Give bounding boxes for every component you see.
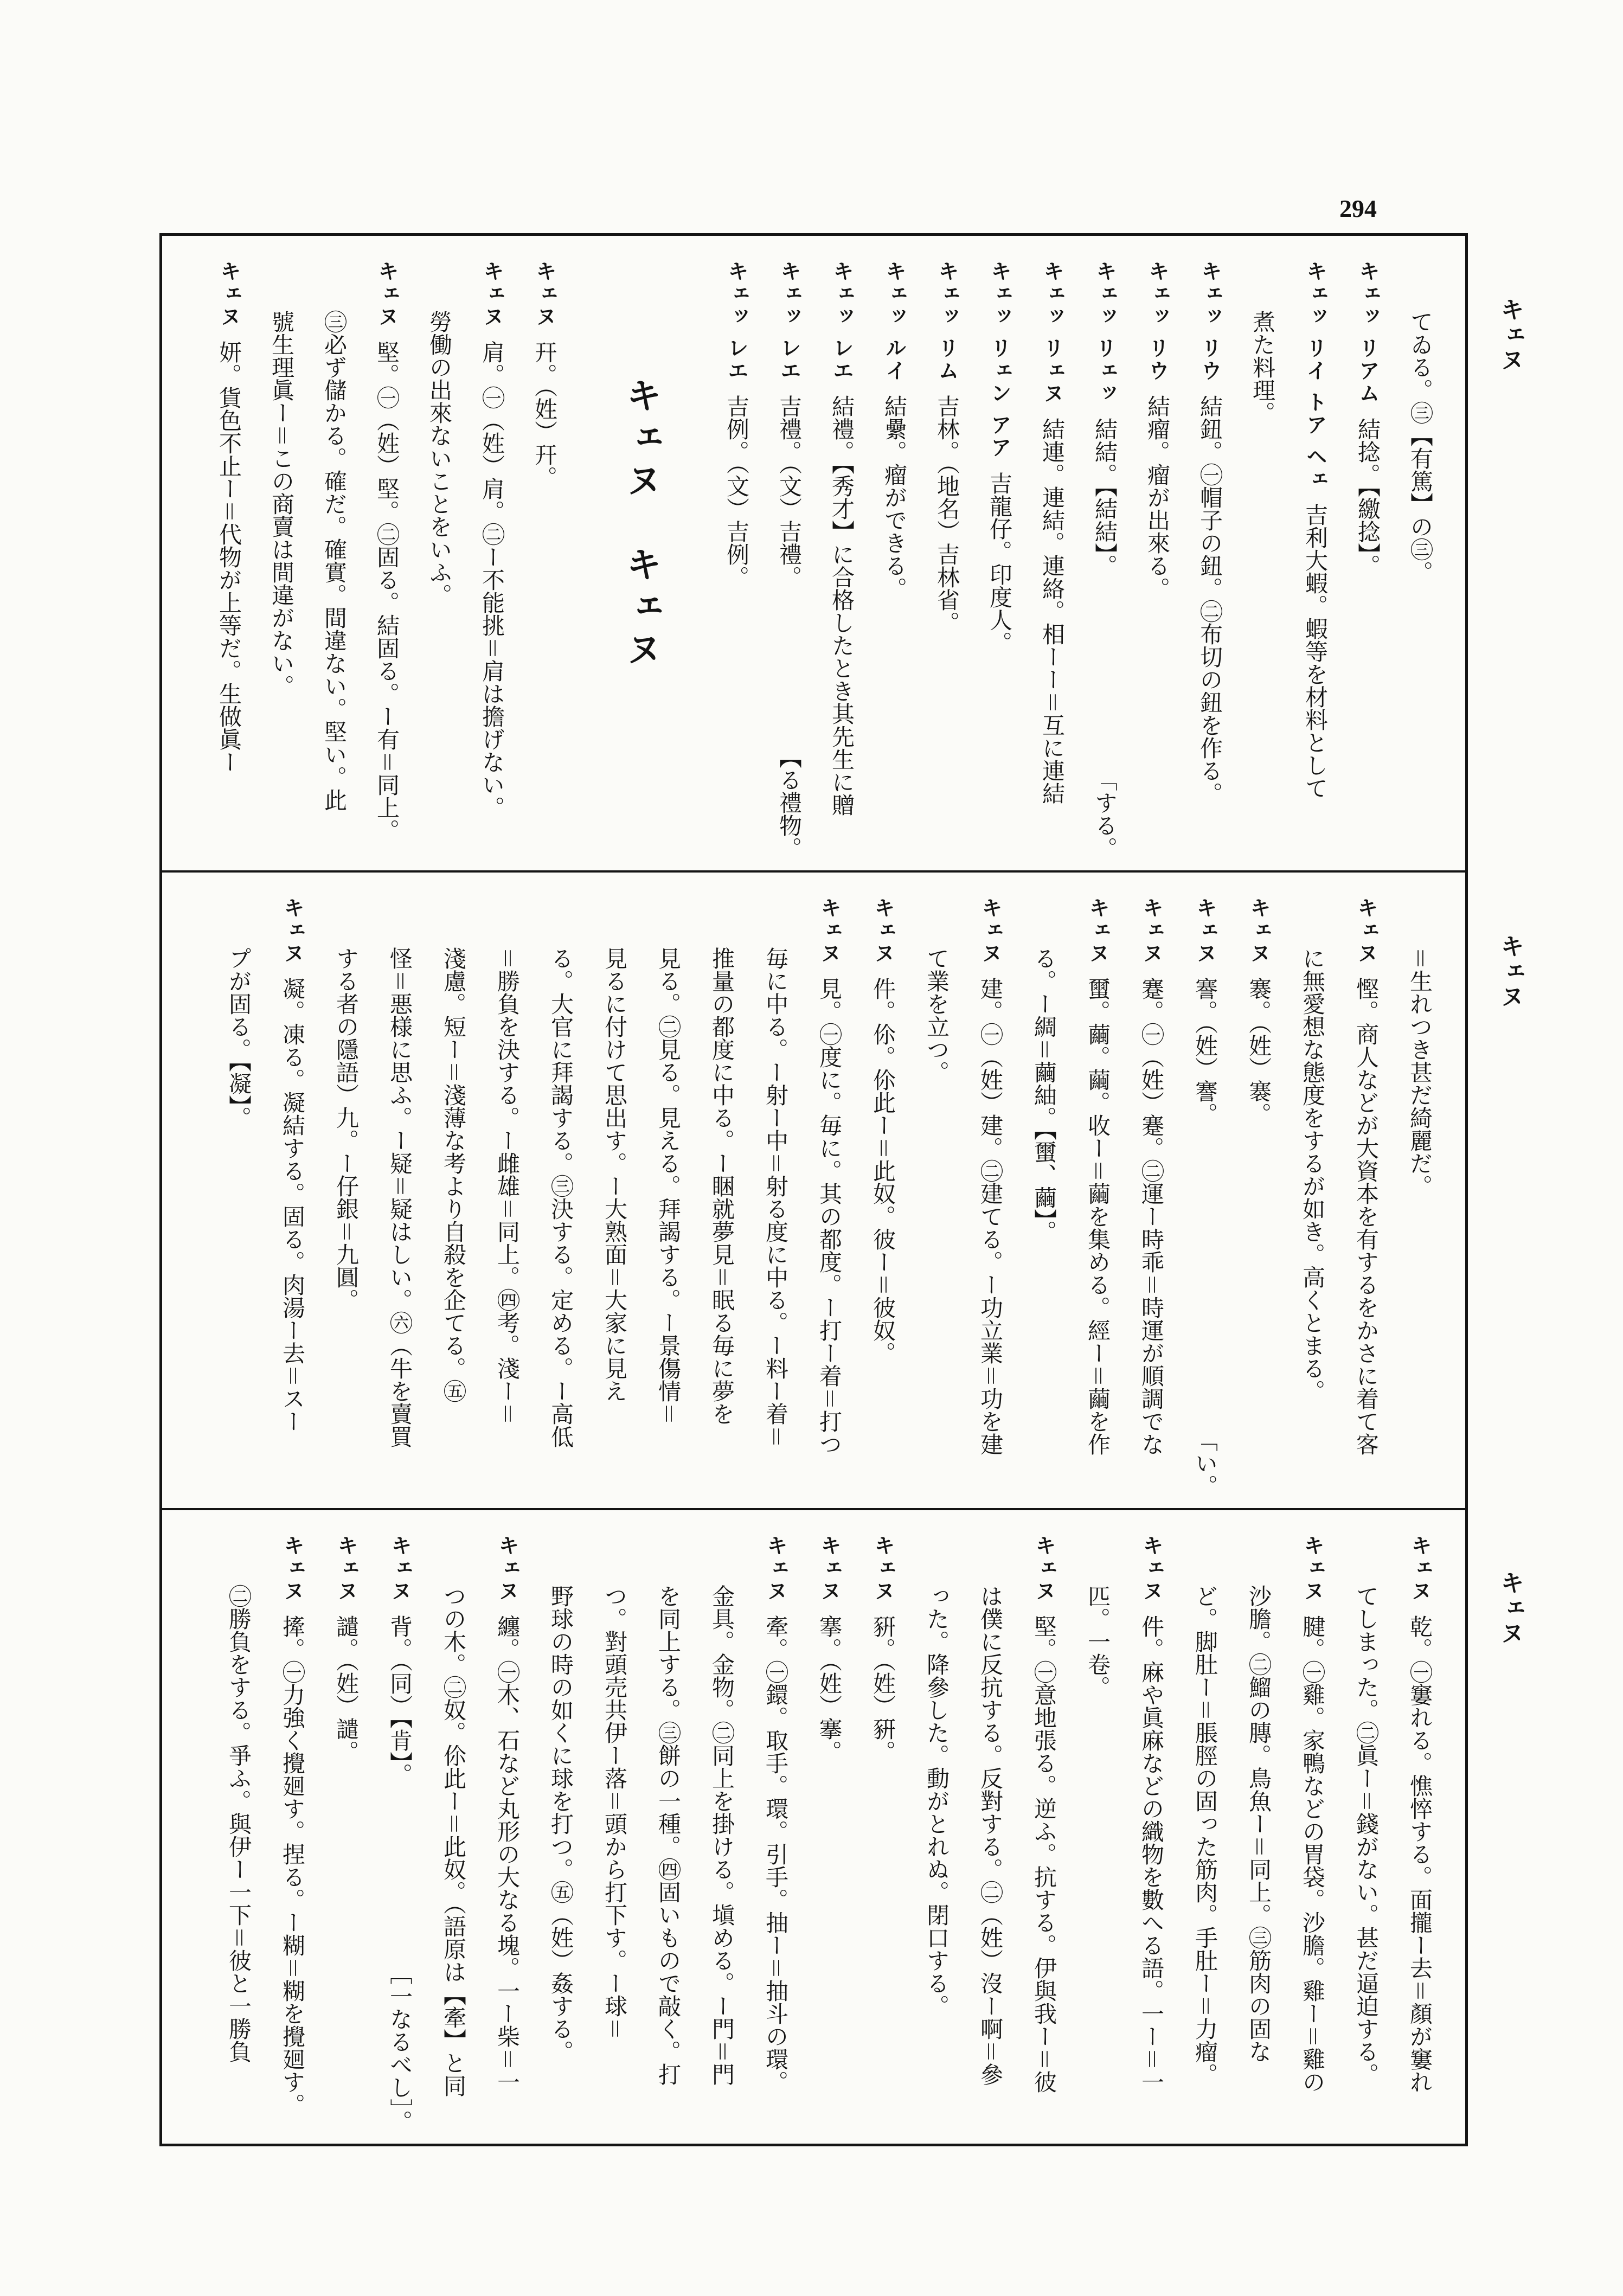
headword: キェッ レエ [830,260,854,383]
continuation-column [588,897,641,1497]
entry-column [1079,260,1131,860]
entry-column [803,897,856,1497]
entry-column [1131,260,1184,860]
text-panel-middle [162,870,1465,1508]
continuation-column [641,1535,695,2133]
headword: キェッ リウ [1145,260,1170,383]
continuation-column [534,897,588,1497]
definition-text: 幵。（姓）幵。 [531,341,558,489]
definition-text: を同上する。㊂餅の一種。㊃固いもので敲く。打 [655,1585,682,2086]
headword: キェヌ [1247,897,1271,965]
section-heading: キェヌ キェヌ [620,377,662,673]
entry-column [1017,1535,1071,2133]
definition-text: 堅。㊀意地張る。逆ふ。抗する。伊與我ー＝彼 [1031,1615,1057,2094]
definition-text: 匹。一卷。 [1085,1585,1111,1698]
headword: キェヌ [1354,897,1378,965]
definition-text: 褰。（姓）褰。 [1246,977,1272,1126]
entry-column [749,1535,803,2133]
definition-text: 蹇。㊀（姓）蹇。㊁運ー時乖＝時運が順調でな [1138,977,1165,1456]
headword: キェヌ [280,1535,305,1603]
definition-text: 肩。㊀（姓）肩。㊁ー不能挑＝肩は擔げない。 [479,341,505,819]
margin-running-head: キェヌ [1496,934,1524,1009]
entry-column [816,260,868,860]
definition-text: 毎に中る。ー射ー中＝射る度に中る。ー料ー着＝ [762,947,789,1448]
headword: キェッ リアム [1356,260,1380,405]
definition-text: つ。對頭売共伊ー落＝頭から打下す。ー球＝ [601,1585,628,2041]
headword: キェヌ [817,1535,842,1603]
entry-column [1125,897,1178,1497]
definition-text: 沙膽。㊁鰡の膞。鳥魚ー＝同上。㊂筋肉の固な [1246,1585,1272,2063]
margin-running-head: キェヌ [1496,297,1524,373]
carried-over-text: 【る禮物。 [776,746,803,860]
definition-text: 淺慮。短ー＝淺薄な考より自殺を企てる。㊄ [440,947,467,1403]
definition-text: ど。脚肚ー＝脹脛の固った筋肉。手肚ー＝力瘤。 [1192,1585,1218,2086]
entry-column [1393,1535,1447,2133]
entry-column [921,260,973,860]
definition-text: は僕に反抗する。反對する。㊁（姓）沒ー啊＝參 [977,1585,1004,2086]
carried-over-text: 「する。 [1092,768,1118,860]
definition-text: つの木。㊁奴。伱此ー＝此奴。（語原は【牽】と同 [440,1585,467,2098]
definition-text: 腱。㊀雞。家鴨などの胃袋。沙膽。雞ー＝雞の [1299,1615,1326,2094]
entry-column [856,897,910,1497]
entry-column [266,1535,319,2133]
headword: キェッ リム [935,260,959,383]
continuation-column [480,897,534,1497]
definition-text: 吉利大蝦。蝦等を材料として [1302,503,1329,800]
continuation-column [910,1535,964,2133]
entry-column [373,1535,427,2133]
definition-text: 吉禮。（文）吉禮。 [776,395,803,589]
definition-text: 背。（同）【肯】。 [387,1615,413,1786]
definition-text: 煮た料理。 [1249,310,1276,424]
headword: キェヌ [1193,897,1217,965]
headword: キェヌ [1408,1535,1432,1603]
entry-column [480,1535,534,2133]
headword: キェヌ [871,1535,895,1603]
definition-text: 謇。（姓）謇。 [1192,977,1218,1126]
definition-text: 豣。（姓）豣。 [870,1615,896,1763]
entry-column [1071,897,1125,1497]
definition-text: て業を立つ。 [923,947,950,1083]
continuation-column [1232,1535,1286,2133]
entry-column [319,1535,373,2133]
definition-text: 結禮。【秀才】に合格したとき其先生に贈 [829,395,855,817]
definition-text: 結捻。【繳捻】。 [1355,418,1381,578]
definition-text: プが固る。【凝】。 [226,947,252,1129]
headword: キェッ リウ [1198,260,1222,383]
entry-column [1232,897,1286,1497]
headword: キェヌ [480,260,504,329]
entry-column [266,897,319,1497]
headword: キェヌ [1032,1535,1056,1603]
definition-text: 件。麻や眞麻などの織物を數へる語。一ー＝一 [1138,1615,1165,2094]
definition-text: 堅。㊀（姓）堅。㊁固る。結固る。ー有＝同上。 [374,341,400,842]
continuation-column [1393,897,1447,1497]
definition-text: 勞働の出來ないことをいふ。 [426,310,453,606]
definition-text: 見る。㊁見る。見える。拜謁する。ー景傷情＝ [655,947,682,1426]
entry-column [1184,260,1236,860]
entry-column [466,260,518,860]
headword: キェヌ [334,1535,358,1603]
definition-text: てしまった。㊁眞ー＝錢がない。甚だ逼迫する。 [1353,1585,1380,2086]
headword: キェヌ [1300,1535,1325,1603]
continuation-column [588,1535,641,2133]
continuation-column [1178,1535,1232,2133]
definition-text: った。降參した。動がとれぬ。閉口する。 [923,1585,950,2017]
definition-text: 搴。（姓）搴。 [816,1615,843,1763]
continuation-column [749,897,803,1497]
page-number: 294 [1339,195,1377,222]
entry-column [763,260,816,860]
definition-text: 野球の時の如くに球を打つ。㊄（姓）姦する。 [548,1585,574,2063]
entry-column [361,260,413,860]
definition-text: 乾。㊀窶れる。憔悴する。面攏ー去＝顏が窶れ [1407,1615,1433,2094]
headword: キェッ リェッ [1093,260,1117,405]
definition-text: 吉例。（文）吉例。 [723,395,750,589]
definition-text: 結連。連結。連絡。相ーー＝互に連結 [1039,418,1066,805]
page-frame [159,233,1468,2146]
continuation-column [373,897,427,1497]
headword: キェヌ [217,260,241,329]
continuation-column [413,260,466,860]
entry-column [710,260,763,860]
definition-text: 建。㊀（姓）建。㊁建てる。ー功立業＝功を建 [977,977,1004,1456]
definition-text: 金具。金物。㊁同上を掛ける。塡める。ー門＝門 [709,1585,735,2086]
continuation-column [1017,897,1071,1497]
continuation-column [1394,260,1447,860]
continuation-column [1236,260,1289,860]
continuation-column [427,1535,480,2133]
continuation-column [1071,1535,1125,2133]
definition-text: 譴。（姓）譴。 [333,1615,360,1763]
definition-text: する者の隱語）九。ー仔銀＝九圓。 [333,947,360,1312]
carried-over-text: ［一なるべし］。 [387,1962,413,2133]
continuation-column [308,260,361,860]
definition-text: 慳。商人などが大資本を有するをかさに着て客 [1353,977,1380,1456]
definition-text: 牽。㊀鐶。取手。環。引手。抽ー＝抽斗の環。 [762,1615,789,2094]
carried-over-text: 「い。 [1192,1429,1218,1497]
definition-text: ㊁勝負をする。爭ふ。與伊ー一下＝彼と一勝負 [226,1585,252,2063]
entry-column [973,260,1026,860]
margin-running-head: キェヌ [1496,1570,1524,1646]
headword: キェヌ [978,897,1003,965]
entry-column [868,260,921,860]
definition-text: ＝勝負を決する。ー雌雄＝同上。㊃考。淺ー＝ [494,947,521,1426]
entry-column [1286,1535,1339,2133]
continuation-column [1286,897,1339,1497]
headword: キェッ レエ [724,260,749,383]
entry-column [803,1535,856,2133]
entry-column [1178,897,1232,1497]
entry-column [1289,260,1342,860]
headword: キェッ リイ トア ヘェ [1303,260,1327,491]
headword: キェヌ [533,260,557,329]
headword: キェヌ [495,1535,519,1603]
text-panel-bottom [162,1508,1465,2144]
entry-column [964,897,1017,1497]
continuation-column [695,897,749,1497]
definition-text: 號生理眞ー＝この商賣は間違がない。 [268,310,295,698]
headword: キェッ ルイ [882,260,907,383]
entry-column [856,1535,910,2133]
text-panel-top [162,236,1465,870]
definition-text: に無愛想な態度をするが如き。高くとまる。 [1299,947,1326,1402]
headword: キェヌ [871,897,895,965]
definition-text: る。大官に拜謁する。㊂決する。定める。ー高低 [548,947,574,1448]
definition-text: 推量の都度に中る。ー睏就夢見＝眠る毎に夢を [709,947,735,1426]
entry-column [203,260,255,860]
definition-text: てゐる。㊂【有篤】の㊂。 [1407,310,1434,583]
continuation-column [255,260,308,860]
definition-text: 纏。㊀木、石など丸形の大なる塊。一ー柴＝一 [494,1615,521,2094]
definition-text: 結鈕。㊀帽子の鈕。㊁布切の鈕を作る。 [1197,395,1223,805]
headword: キェヌ [375,260,399,329]
definition-text: る。ー綢＝繭紬。【蠒、繭】。 [1031,947,1057,1243]
headword: キェヌ [764,1535,788,1603]
definition-text: 件。伱。伱此ー＝此奴。彼ー＝彼奴。 [870,977,896,1365]
continuation-column [427,897,480,1497]
definition-text: 結瘤。瘤が出來る。 [1144,395,1171,600]
definition-text: 凝。凍る。凝結する。固る。肉湯ー去＝スー [279,977,306,1433]
continuation-column [695,1535,749,2133]
entry-column [1125,1535,1178,2133]
continuation-column [212,1535,266,2133]
headword: キェヌ [280,897,305,965]
entry-column [1026,260,1079,860]
continuation-column [319,897,373,1497]
headword: キェッ リェヌ [1040,260,1064,405]
continuation-column [534,1535,588,2133]
definition-text: 見。㊀度に。毎に。其の都度。ー打ー着＝打つ [816,977,843,1456]
definition-text: 怪＝悪様に思ふ。ー疑＝疑はしい。㊅（牛を賣買 [387,947,413,1448]
definition-text: 見るに付けて思出す。ー大熟面＝大家に見え [601,947,628,1403]
continuation-column [964,1535,1017,2133]
continuation-column [1339,1535,1393,2133]
entry-column [518,260,571,860]
definition-text: 結纍。瘤ができる。 [881,395,908,600]
continuation-column [212,897,266,1497]
definition-text: 妍。貨色不止ー＝代物が上等だ。生做眞ー [216,341,242,774]
definition-text: 吉林。（地名）吉林省。 [934,395,960,634]
headword: キェヌ [388,1535,412,1603]
headword: キェッ レエ [777,260,801,383]
headword: キェッ リェン アア [987,260,1012,459]
continuation-column [641,897,695,1497]
definition-text: ㊂必ず儲かる。確だ。確實。間違ない。堅い。此 [321,310,348,811]
headword: キェヌ [1139,897,1164,965]
continuation-column [910,897,964,1497]
entry-column [1342,260,1394,860]
headword: キェヌ [1086,897,1110,965]
definition-text: 撁。㊀力強く攪廻す。捏る。ー糊＝糊を攪廻す。 [279,1615,306,2117]
entry-column [1339,897,1393,1497]
headword: キェヌ [817,897,842,965]
definition-text: 結結。【結結】。 [1092,418,1118,578]
definition-text: ＝生れつき甚だ綺麗だ。 [1407,947,1433,1198]
definition-text: 吉龍仔。印度人。 [986,472,1013,655]
definition-text: 蠒。繭。繭。收ー＝繭を集める。經ー＝繭を作 [1085,977,1111,1456]
headword: キェヌ [1139,1535,1164,1603]
